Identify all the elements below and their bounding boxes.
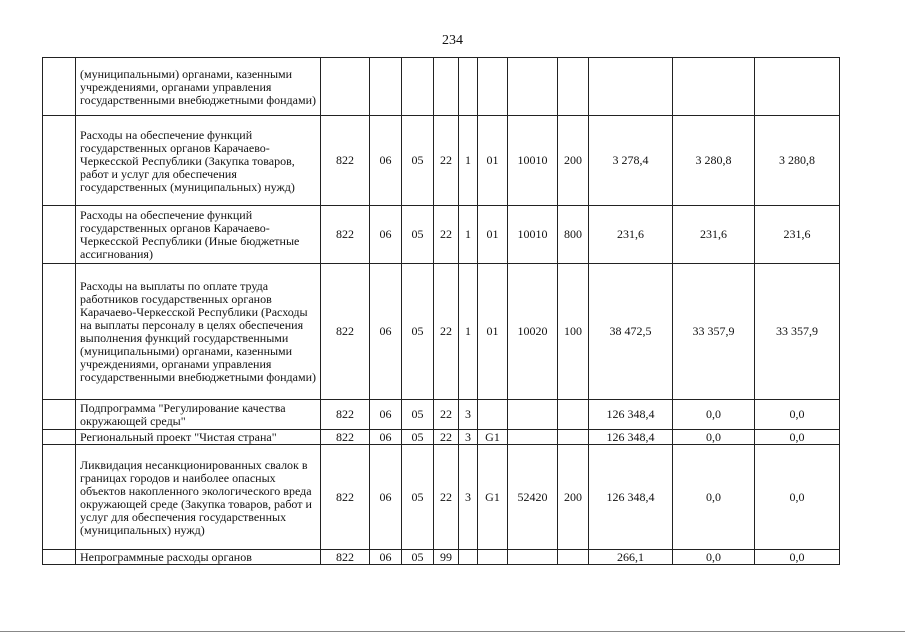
cell-subsection-code: 05: [402, 430, 434, 445]
cell-section-code: 06: [370, 264, 402, 400]
cell-section-code: 06: [370, 116, 402, 206]
cell-direction-code: [508, 550, 558, 565]
cell-amount-2: 0,0: [673, 430, 755, 445]
cell-amount-2: 0,0: [673, 445, 755, 550]
cell-activity-code: 01: [478, 264, 508, 400]
margin-cell: [43, 206, 76, 264]
cell-amount-2: 3 280,8: [673, 116, 755, 206]
cell-ministry-code: 822: [321, 400, 370, 430]
row-name: Подпрограмма "Регулирование качества окружающей среды": [76, 400, 321, 430]
margin-cell: [43, 550, 76, 565]
cell-ministry-code: [321, 58, 370, 116]
cell-program-code: 22: [434, 430, 459, 445]
cell-subsection-code: [402, 58, 434, 116]
cell-ministry-code: 822: [321, 116, 370, 206]
row-name: Региональный проект "Чистая страна": [76, 430, 321, 445]
margin-cell: [43, 445, 76, 550]
row-name: Расходы на обеспечение функций государственных органов Карачаево-Черкесской Республики (Иные бюджетные ассигнования): [76, 206, 321, 264]
margin-cell: [43, 400, 76, 430]
cell-direction-code: 10010: [508, 206, 558, 264]
cell-section-code: 06: [370, 445, 402, 550]
cell-amount-3: 231,6: [755, 206, 840, 264]
table-row: [43, 430, 840, 445]
cell-expense-type: [558, 400, 589, 430]
cell-amount-2: [673, 58, 755, 116]
cell-amount-3: 0,0: [755, 430, 840, 445]
cell-amount-2: 231,6: [673, 206, 755, 264]
cell-program-code: 22: [434, 206, 459, 264]
row-name: Ликвидация несанкционированных свалок в границах городов и наиболее опасных объектов накопленного экологического вреда окружающей среде (Закупка товаров, работ и услуг для обеспечения государственных (муниципальных) нужд): [76, 445, 321, 550]
cell-ministry-code: 822: [321, 445, 370, 550]
cell-subprogram-code: [459, 58, 478, 116]
cell-expense-type: [558, 550, 589, 565]
budget-table: [42, 57, 840, 565]
cell-direction-code: [508, 58, 558, 116]
margin-cell: [43, 430, 76, 445]
cell-expense-type: [558, 58, 589, 116]
cell-ministry-code: 822: [321, 264, 370, 400]
cell-program-code: 22: [434, 264, 459, 400]
cell-amount-3: 0,0: [755, 445, 840, 550]
table-row: [43, 550, 840, 565]
cell-activity-code: [478, 550, 508, 565]
row-name: Расходы на выплаты по оплате труда работников государственных органов Карачаево-Черкесской Республики (Расходы на выплаты персоналу в целях обеспечения выполнения функций государственными (муниципальными) органами, казенными учреждениями, органами управления государственными внебюджетными фондами): [76, 264, 321, 400]
cell-section-code: [370, 58, 402, 116]
cell-ministry-code: 822: [321, 430, 370, 445]
margin-cell: [43, 116, 76, 206]
cell-amount-3: 0,0: [755, 550, 840, 565]
cell-subsection-code: 05: [402, 116, 434, 206]
cell-amount-1: 126 348,4: [589, 445, 673, 550]
cell-amount-3: 33 357,9: [755, 264, 840, 400]
cell-ministry-code: 822: [321, 550, 370, 565]
table-row: [43, 58, 840, 116]
page-number: 234: [442, 33, 463, 48]
cell-direction-code: 10020: [508, 264, 558, 400]
cell-amount-1: 266,1: [589, 550, 673, 565]
cell-subprogram-code: 3: [459, 430, 478, 445]
cell-amount-3: [755, 58, 840, 116]
table-row: [43, 445, 840, 550]
cell-activity-code: G1: [478, 430, 508, 445]
cell-subsection-code: 05: [402, 550, 434, 565]
row-name: Расходы на обеспечение функций государственных органов Карачаево-Черкесской Республики (Закупка товаров, работ и услуг для обеспечения государственных (муниципальных) нужд): [76, 116, 321, 206]
cell-section-code: 06: [370, 550, 402, 565]
cell-amount-1: [589, 58, 673, 116]
margin-cell: [43, 264, 76, 400]
cell-amount-1: 231,6: [589, 206, 673, 264]
cell-activity-code: 01: [478, 206, 508, 264]
cell-direction-code: [508, 400, 558, 430]
cell-program-code: 22: [434, 400, 459, 430]
cell-subprogram-code: 3: [459, 400, 478, 430]
cell-subsection-code: 05: [402, 445, 434, 550]
table-row: [43, 400, 840, 430]
cell-section-code: 06: [370, 430, 402, 445]
cell-subsection-code: 05: [402, 400, 434, 430]
cell-amount-2: 0,0: [673, 400, 755, 430]
cell-subsection-code: 05: [402, 206, 434, 264]
cell-expense-type: 200: [558, 116, 589, 206]
cell-amount-2: 33 357,9: [673, 264, 755, 400]
cell-program-code: 22: [434, 116, 459, 206]
cell-direction-code: 52420: [508, 445, 558, 550]
cell-activity-code: 01: [478, 116, 508, 206]
row-name: (муниципальными) органами, казенными учреждениями, органами управления государственными внебюджетными фондами): [76, 58, 321, 116]
table-row: [43, 264, 840, 400]
cell-program-code: 22: [434, 445, 459, 550]
cell-amount-1: 3 278,4: [589, 116, 673, 206]
cell-amount-1: 38 472,5: [589, 264, 673, 400]
cell-activity-code: [478, 400, 508, 430]
cell-ministry-code: 822: [321, 206, 370, 264]
cell-subprogram-code: 1: [459, 206, 478, 264]
cell-direction-code: 10010: [508, 116, 558, 206]
cell-amount-1: 126 348,4: [589, 400, 673, 430]
cell-activity-code: [478, 58, 508, 116]
cell-expense-type: 800: [558, 206, 589, 264]
cell-program-code: [434, 58, 459, 116]
table-row: [43, 206, 840, 264]
cell-program-code: 99: [434, 550, 459, 565]
cell-amount-3: 3 280,8: [755, 116, 840, 206]
cell-subsection-code: 05: [402, 264, 434, 400]
row-name: Непрограммные расходы органов: [76, 550, 321, 565]
cell-expense-type: 100: [558, 264, 589, 400]
cell-section-code: 06: [370, 400, 402, 430]
cell-direction-code: [508, 430, 558, 445]
cell-expense-type: [558, 430, 589, 445]
cell-amount-3: 0,0: [755, 400, 840, 430]
cell-expense-type: 200: [558, 445, 589, 550]
cell-section-code: 06: [370, 206, 402, 264]
cell-subprogram-code: 1: [459, 116, 478, 206]
table-row: [43, 116, 840, 206]
cell-amount-2: 0,0: [673, 550, 755, 565]
cell-subprogram-code: 1: [459, 264, 478, 400]
cell-subprogram-code: [459, 550, 478, 565]
cell-activity-code: G1: [478, 445, 508, 550]
cell-subprogram-code: 3: [459, 445, 478, 550]
bottom-divider: [0, 631, 905, 632]
margin-cell: [43, 58, 76, 116]
cell-amount-1: 126 348,4: [589, 430, 673, 445]
